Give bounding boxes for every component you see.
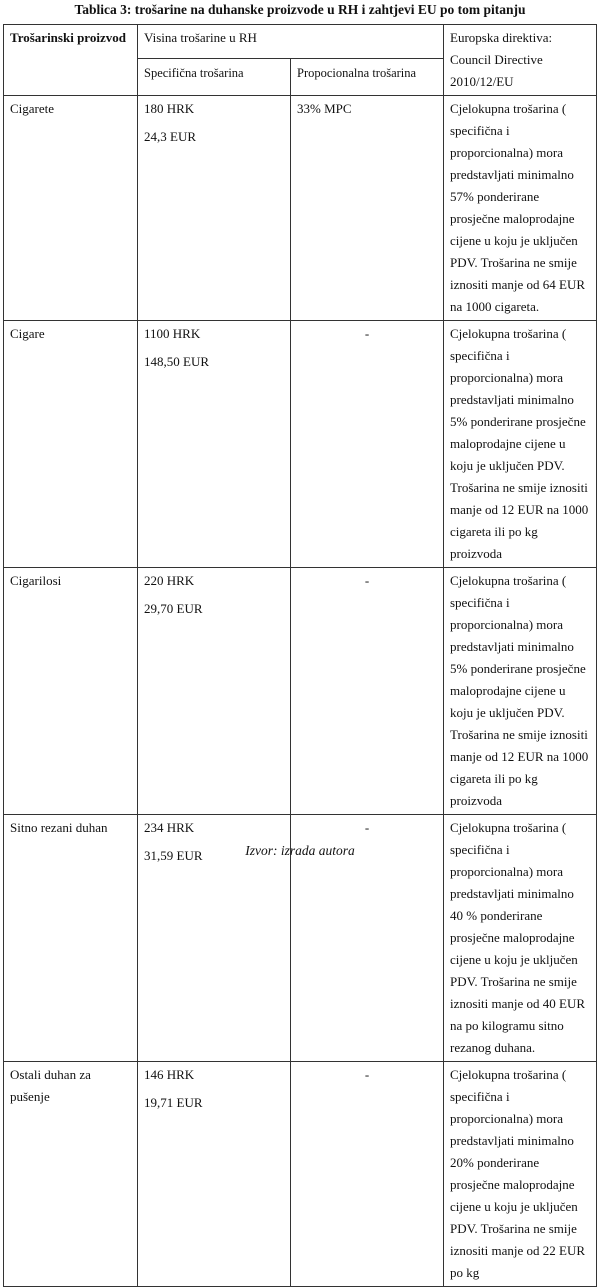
product-cell: Ostali duhan za pušenje bbox=[4, 1062, 138, 1287]
proportional-cell bbox=[291, 1062, 444, 1287]
product-cell: Cigarilosi bbox=[4, 568, 138, 815]
table-row bbox=[4, 568, 597, 815]
header-eu-directive: Europska direktiva: Council Directive 2010/12/EU bbox=[444, 25, 597, 96]
table-row bbox=[4, 1062, 597, 1287]
proportional-value: - bbox=[364, 326, 370, 341]
product-cell: Cigarete bbox=[4, 96, 138, 321]
specific-cell bbox=[138, 321, 291, 568]
table-row bbox=[4, 321, 597, 568]
directive-cell: Cjelokupna trošarina ( specifična i proporcionalna) mora predstavljati minimalno 5% ponderirane prosječne maloprodajne cijene u koju je uključen PDV. Trošarina ne smije iznositi manje od 12 EUR na 1000 cigareta ili po kg proizvoda bbox=[444, 568, 597, 815]
directive-cell: Cjelokupna trošarina ( specifična i proporcionalna) mora predstavljati minimalno 57% ponderirane prosječne maloprodajne cijene u koju je uključen PDV. Trošarina ne smije iznositi manje od 64 EUR na 1000 cigareta. bbox=[444, 96, 597, 321]
proportional-value: - bbox=[364, 820, 370, 835]
specific-hrk: 146 HRK bbox=[144, 1067, 195, 1082]
proportional-cell bbox=[291, 321, 444, 568]
specific-hrk: 234 HRK bbox=[144, 820, 195, 835]
specific-cell bbox=[138, 568, 291, 815]
directive-cell: Cjelokupna trošarina ( specifična i proporcionalna) mora predstavljati minimalno 5% ponderirane prosječne maloprodajne cijene u koju je uključen PDV. Trošarina ne smije iznositi manje od 12 EUR na 1000 cigareta ili po kg proizvoda bbox=[444, 321, 597, 568]
header-specific: Specifična trošarina bbox=[138, 58, 291, 95]
table-row bbox=[4, 96, 597, 321]
source-caption: Izvor: izrada autora bbox=[245, 843, 355, 858]
header-rh: Visina trošarine u RH bbox=[138, 25, 444, 59]
directive-cell: Cjelokupna trošarina ( specifična i proporcionalna) mora predstavljati minimalno 20% ponderirane prosječne maloprodajne cijene u koju je uključen PDV. Trošarina ne smije iznositi manje od 22 EUR po kg bbox=[444, 1062, 597, 1287]
proportional-value: - bbox=[364, 573, 370, 588]
directive-cell: Cjelokupna trošarina ( specifična i proporcionalna) mora predstavljati minimalno 40 % ponderirane prosječne maloprodajne cijene u koju je uključen PDV. Trošarina ne smije iznositi manje od 40 EUR na po kilogramu sitno rezanog duhana. bbox=[444, 815, 597, 1062]
proportional-cell bbox=[291, 568, 444, 815]
specific-eur: 24,3 EUR bbox=[144, 129, 196, 144]
header-product: Trošarinski proizvod bbox=[4, 25, 138, 96]
proportional-value: - bbox=[364, 1067, 370, 1082]
specific-hrk: 220 HRK bbox=[144, 573, 195, 588]
specific-eur: 19,71 EUR bbox=[144, 1095, 203, 1110]
specific-hrk: 1100 HRK bbox=[144, 326, 201, 341]
specific-eur: 31,59 EUR bbox=[144, 848, 203, 863]
specific-eur: 29,70 EUR bbox=[144, 601, 203, 616]
header-row bbox=[4, 25, 597, 59]
product-cell: Sitno rezani duhan bbox=[4, 815, 138, 1062]
specific-hrk: 180 HRK bbox=[144, 101, 195, 116]
excise-table bbox=[3, 24, 597, 1287]
header-proportional: Propocionalna trošarina bbox=[291, 58, 444, 95]
specific-cell bbox=[138, 96, 291, 321]
table-title: Tablica 3: trošarine na duhanske proizvode u RH i zahtjevi EU po tom pitanju bbox=[74, 2, 526, 17]
product-cell: Cigare bbox=[4, 321, 138, 568]
proportional-cell: 33% MPC bbox=[291, 96, 444, 321]
specific-cell bbox=[138, 1062, 291, 1287]
specific-eur: 148,50 EUR bbox=[144, 354, 209, 369]
